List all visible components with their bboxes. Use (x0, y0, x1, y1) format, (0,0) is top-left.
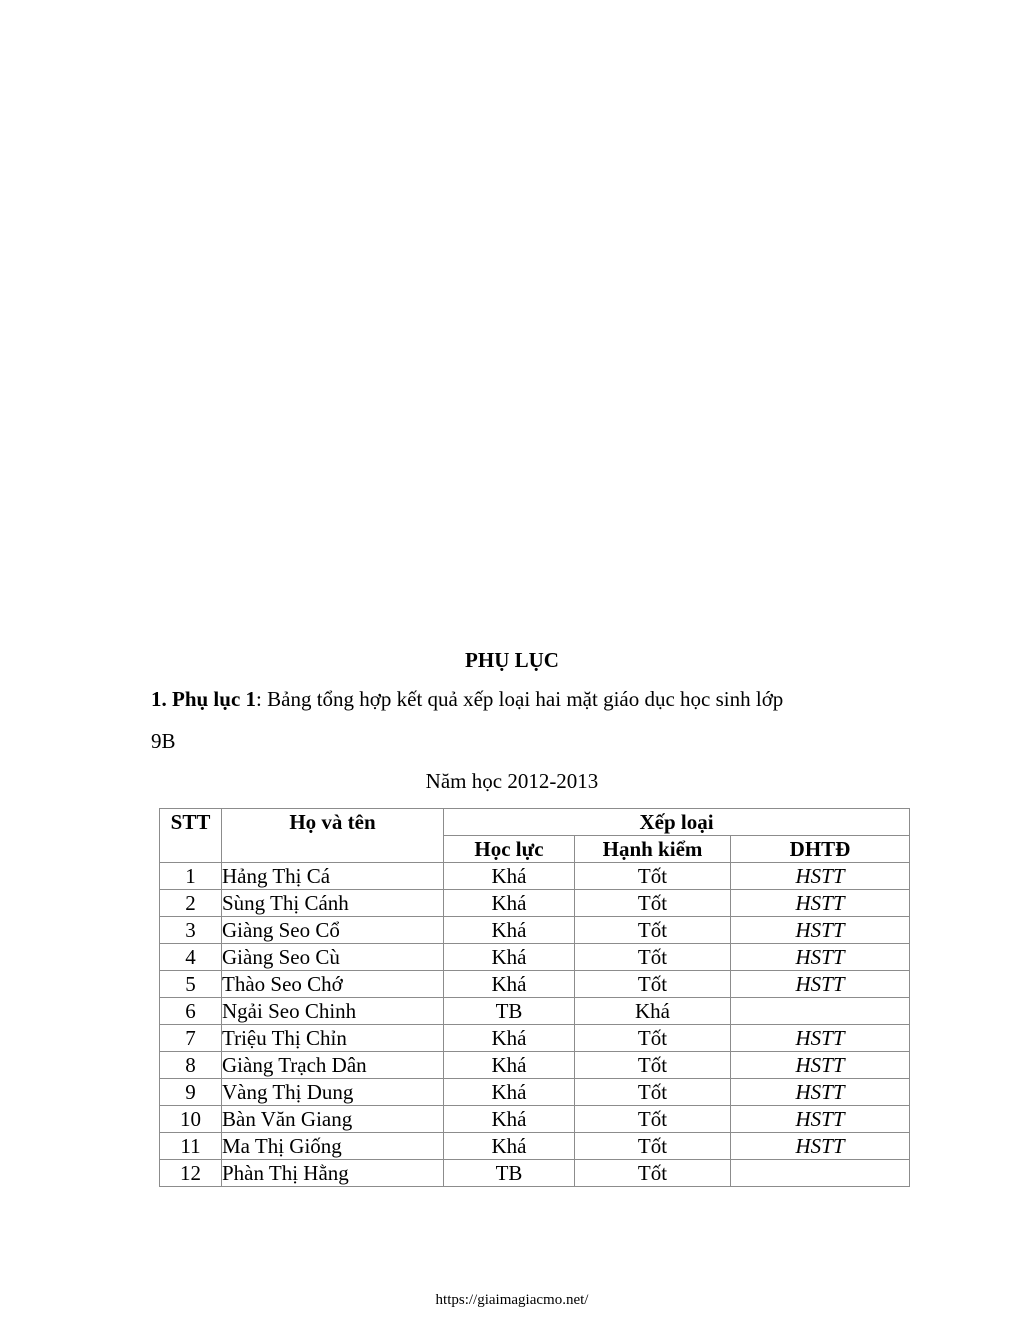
cell-stt: 2 (160, 890, 222, 917)
cell-award: HSTT (731, 1025, 910, 1052)
header-classification: Xếp loại (444, 809, 910, 836)
cell-conduct: Tốt (575, 944, 731, 971)
cell-academic: Khá (444, 863, 575, 890)
cell-name: Hảng Thị Cá (222, 863, 444, 890)
table-row (160, 1025, 910, 1052)
cell-stt: 9 (160, 1079, 222, 1106)
table-row (160, 944, 910, 971)
table-row (160, 890, 910, 917)
cell-stt: 12 (160, 1160, 222, 1187)
cell-award: HSTT (731, 1052, 910, 1079)
cell-conduct: Tốt (575, 1160, 731, 1187)
cell-award: HSTT (731, 1133, 910, 1160)
table-row (160, 917, 910, 944)
page-heading: PHỤ LỤC (465, 648, 559, 672)
cell-award: HSTT (731, 890, 910, 917)
cell-conduct: Tốt (575, 863, 731, 890)
cell-academic: TB (444, 998, 575, 1025)
results-table (159, 808, 910, 1187)
cell-name: Sùng Thị Cánh (222, 890, 444, 917)
cell-stt: 3 (160, 917, 222, 944)
school-year: Năm học 2012-2013 (425, 769, 599, 793)
cell-academic: Khá (444, 917, 575, 944)
cell-academic: Khá (444, 1079, 575, 1106)
cell-name: Bàn Văn Giang (222, 1106, 444, 1133)
appendix-label: 1. Phụ lục 1 (151, 687, 257, 711)
appendix-title (151, 686, 891, 712)
cell-conduct: Tốt (575, 1052, 731, 1079)
cell-academic: Khá (444, 944, 575, 971)
cell-stt: 1 (160, 863, 222, 890)
cell-conduct: Khá (575, 998, 731, 1025)
cell-academic: Khá (444, 1052, 575, 1079)
cell-stt: 4 (160, 944, 222, 971)
cell-name: Giàng Seo Cù (222, 944, 444, 971)
cell-stt: 10 (160, 1106, 222, 1133)
cell-conduct: Tốt (575, 1133, 731, 1160)
cell-conduct: Tốt (575, 917, 731, 944)
cell-stt: 5 (160, 971, 222, 998)
cell-award: HSTT (731, 1079, 910, 1106)
cell-academic: Khá (444, 971, 575, 998)
appendix-description-continued: 9B (151, 729, 176, 753)
table-row (160, 1079, 910, 1106)
cell-award (731, 1160, 910, 1187)
cell-conduct: Tốt (575, 890, 731, 917)
cell-stt: 7 (160, 1025, 222, 1052)
cell-award: HSTT (731, 917, 910, 944)
cell-academic: Khá (444, 890, 575, 917)
cell-conduct: Tốt (575, 1025, 731, 1052)
appendix-description: : Bảng tổng hợp kết quả xếp loại hai mặt giáo dục học sinh lớp (256, 687, 784, 711)
table-row (160, 1106, 910, 1133)
header-academic: Học lực (444, 836, 575, 863)
cell-name: Phàn Thị Hằng (222, 1160, 444, 1187)
table-row (160, 1160, 910, 1187)
cell-academic: TB (444, 1160, 575, 1187)
cell-conduct: Tốt (575, 1079, 731, 1106)
table-row (160, 998, 910, 1025)
footer-url: https://giaimagiacmo.net/ (435, 1292, 589, 1308)
cell-award (731, 998, 910, 1025)
cell-award: HSTT (731, 971, 910, 998)
cell-academic: Khá (444, 1133, 575, 1160)
cell-name: Ma Thị Giống (222, 1133, 444, 1160)
cell-award: HSTT (731, 944, 910, 971)
table-row (160, 863, 910, 890)
table-row (160, 971, 910, 998)
cell-conduct: Tốt (575, 1106, 731, 1133)
header-stt: STT (160, 809, 222, 863)
header-award: DHTĐ (731, 836, 910, 863)
cell-stt: 11 (160, 1133, 222, 1160)
cell-conduct: Tốt (575, 971, 731, 998)
cell-name: Giàng Seo Cổ (222, 917, 444, 944)
cell-academic: Khá (444, 1025, 575, 1052)
cell-name: Vàng Thị Dung (222, 1079, 444, 1106)
table-row (160, 1133, 910, 1160)
cell-name: Giàng Trạch Dân (222, 1052, 444, 1079)
cell-award: HSTT (731, 863, 910, 890)
table-header-row (160, 809, 910, 836)
cell-name: Ngải Seo Chinh (222, 998, 444, 1025)
header-conduct: Hạnh kiểm (575, 836, 731, 863)
table-row (160, 1052, 910, 1079)
cell-academic: Khá (444, 1106, 575, 1133)
cell-stt: 6 (160, 998, 222, 1025)
cell-stt: 8 (160, 1052, 222, 1079)
header-name: Họ và tên (222, 809, 444, 863)
cell-award: HSTT (731, 1106, 910, 1133)
cell-name: Thào Seo Chớ (222, 971, 444, 998)
cell-name: Triệu Thị Chỉn (222, 1025, 444, 1052)
